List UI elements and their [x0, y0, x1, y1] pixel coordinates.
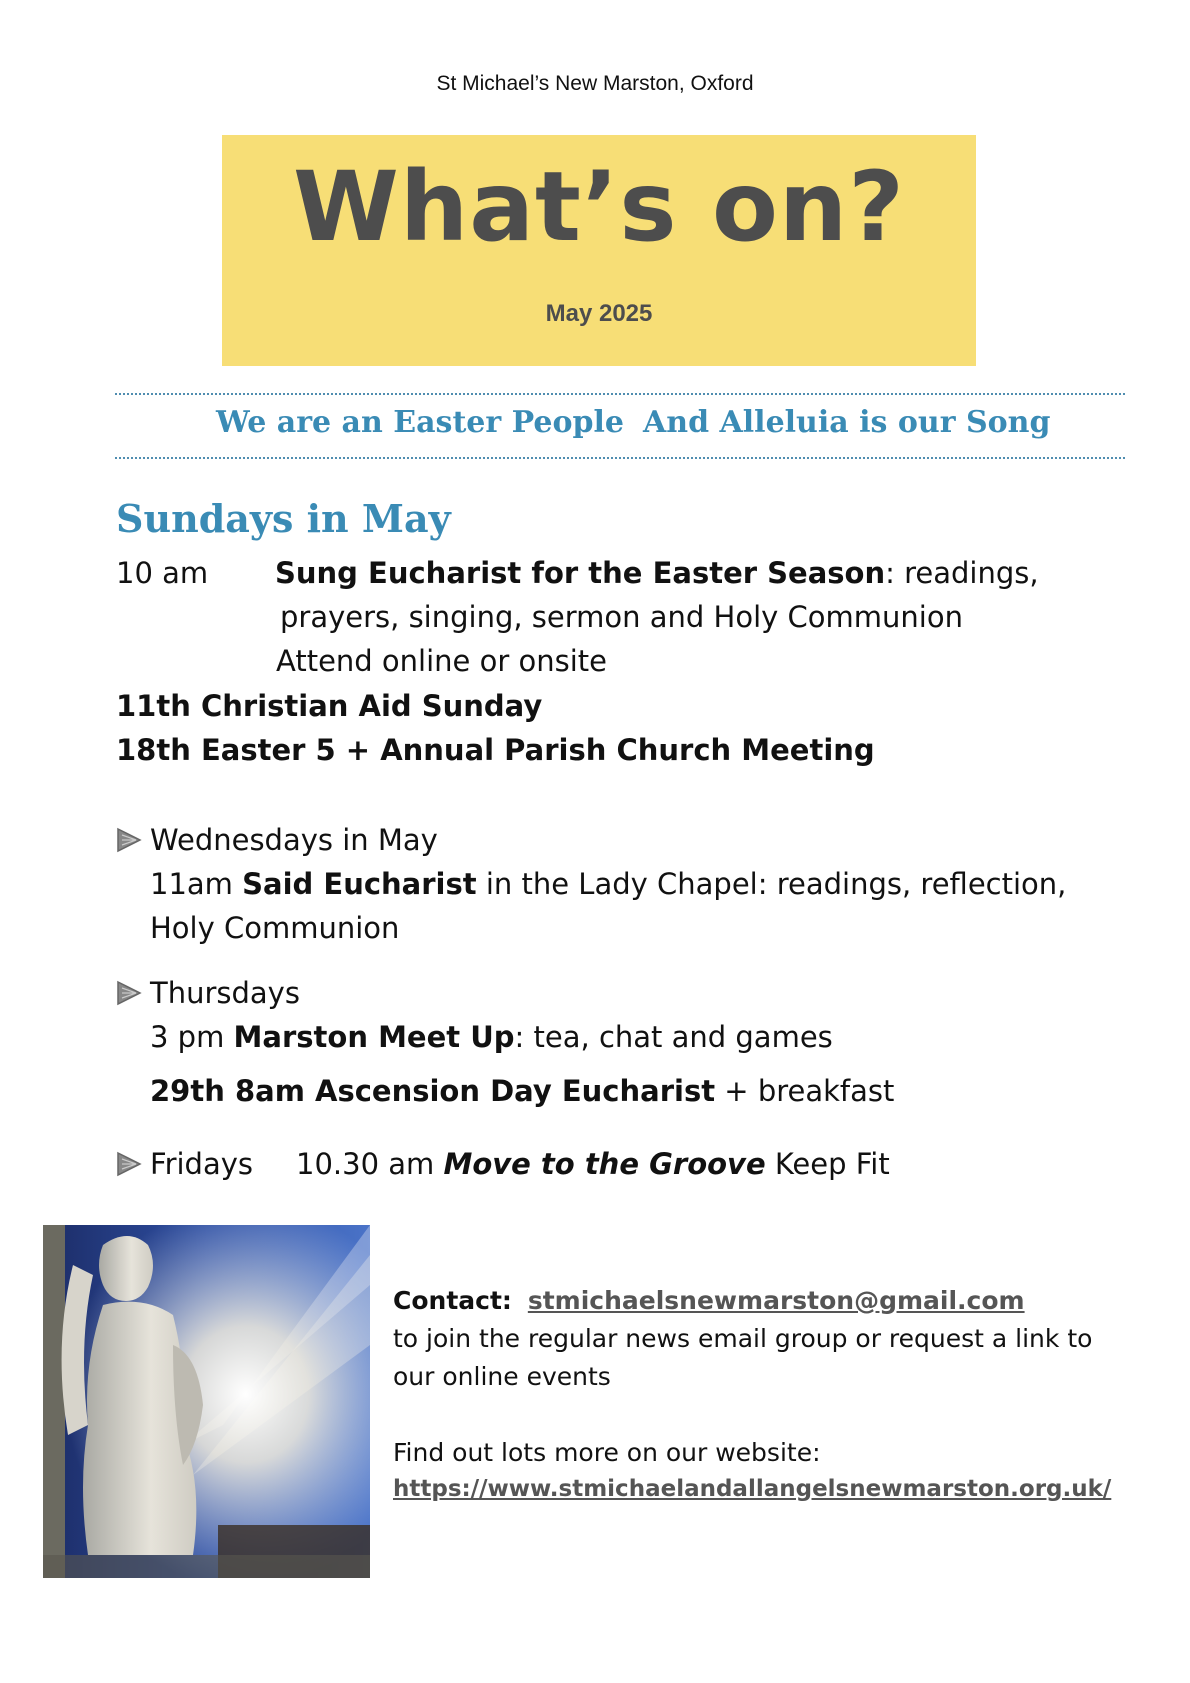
parish-name: St Michael’s New Marston, Oxford	[436, 72, 754, 95]
play-arrow-icon	[116, 980, 142, 1006]
contact-line	[393, 1288, 1025, 1313]
motto-left: We are an Easter People	[216, 405, 624, 440]
friday-service-line	[296, 1147, 890, 1181]
fridays-label: Fridays	[150, 1147, 254, 1181]
sunday-special-1: 11th Christian Aid Sunday	[116, 689, 543, 723]
contact-desc-line1: to join the regular news email group or request a link to	[393, 1324, 1093, 1353]
thursday-time: 3 pm	[150, 1020, 234, 1054]
dotted-divider-bottom	[115, 457, 1125, 459]
contact-desc-line2: our online events	[393, 1362, 611, 1391]
title-banner	[222, 135, 976, 366]
wednesday-time: 11am	[150, 867, 243, 901]
sunday-time: 10 am	[116, 556, 209, 590]
sunday-service-desc: : readings,	[885, 556, 1039, 590]
wednesday-service-line1	[150, 867, 1067, 901]
sunday-service-title: Sung Eucharist for the Easter Season	[275, 556, 886, 590]
page-title: What’s on?	[293, 151, 905, 263]
dotted-divider-top	[115, 393, 1125, 395]
sunday-service-line2: prayers, singing, sermon and Holy Communion	[280, 600, 963, 634]
play-arrow-icon	[116, 827, 142, 853]
sunday-service-line1	[275, 556, 1039, 590]
friday-time: 10.30 am	[296, 1147, 444, 1181]
wednesday-service-title: Said Eucharist	[242, 867, 477, 901]
angel-statue-photo	[43, 1225, 370, 1578]
friday-service-desc: Keep Fit	[765, 1147, 890, 1181]
sunday-special-2: 18th Easter 5 + Annual Parish Church Meeting	[116, 733, 875, 767]
friday-service-title: Move to the Groove	[443, 1147, 766, 1181]
month-label: May 2025	[545, 300, 653, 327]
ascension-day-desc: + breakfast	[715, 1074, 895, 1108]
thursday-service-title: Marston Meet Up	[233, 1020, 515, 1054]
ascension-day-title: 29th 8am Ascension Day Eucharist	[150, 1074, 716, 1108]
website-label: Find out lots more on our website:	[393, 1438, 821, 1467]
wednesdays-label: Wednesdays in May	[150, 823, 438, 857]
website-link[interactable]: https://www.stmichaelandallangelsnewmarston.org.uk/	[393, 1476, 1112, 1502]
contact-label: Contact:	[393, 1286, 512, 1315]
motto-right: And Alleluia is our Song	[643, 405, 1051, 440]
wednesday-service-line2: Holy Communion	[150, 911, 400, 945]
thursday-special-line	[150, 1074, 895, 1108]
wednesday-service-desc: in the Lady Chapel: readings, reflection,	[476, 867, 1067, 901]
sundays-heading: Sundays in May	[116, 496, 451, 541]
thursdays-label: Thursdays	[150, 976, 300, 1010]
thursday-service-line	[150, 1020, 833, 1054]
play-arrow-icon	[116, 1151, 142, 1177]
contact-email-link[interactable]: stmichaelsnewmarston@gmail.com	[527, 1286, 1025, 1315]
sunday-service-line3: Attend online or onsite	[276, 644, 607, 678]
thursday-service-desc: : tea, chat and games	[514, 1020, 833, 1054]
